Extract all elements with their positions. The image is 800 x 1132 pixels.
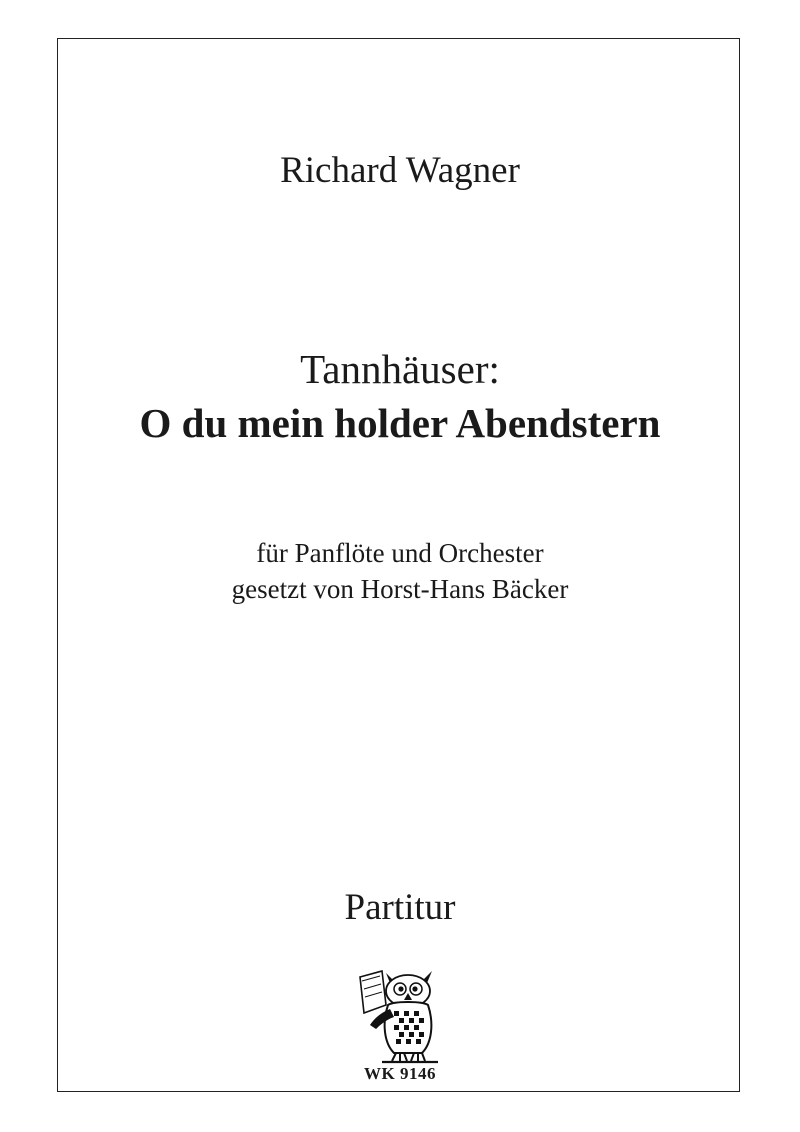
edition-type: Partitur <box>344 887 456 928</box>
opera-title: Tannhäuser: <box>300 346 500 392</box>
catalog-number: WK 9146 <box>364 1064 436 1083</box>
composer-name: Richard Wagner <box>280 150 520 191</box>
aria-title: O du mein holder Abendstern <box>139 400 661 446</box>
arranger-line: gesetzt von Horst-Hans Bäcker <box>231 574 569 604</box>
instrumentation-line: für Panflöte und Orchester <box>256 538 544 568</box>
owl-logo-icon <box>352 963 444 1065</box>
